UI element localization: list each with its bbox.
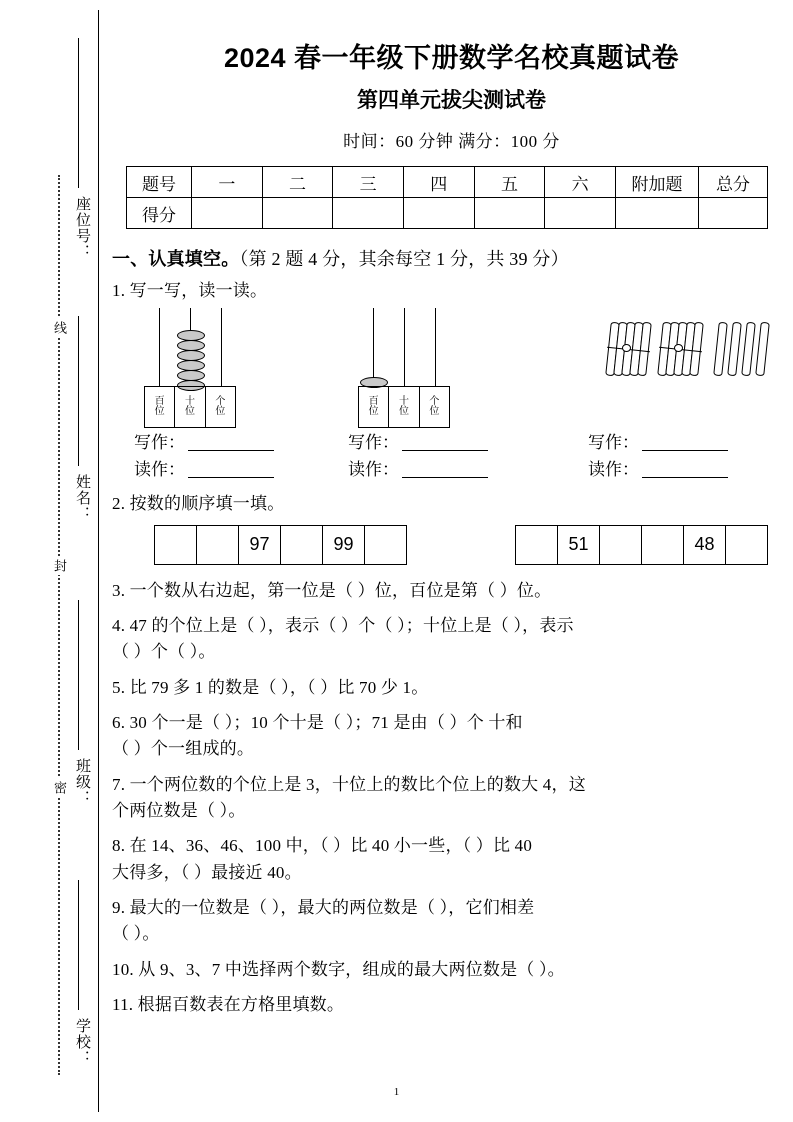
question-2-grids — [110, 525, 793, 569]
col-header-5: 五 — [474, 167, 545, 198]
abacus-rod-ones — [435, 308, 436, 386]
read-label: 读作： — [588, 460, 639, 480]
table-row-headers — [127, 167, 768, 198]
section-one-label: 一、认真填空。 — [112, 249, 240, 269]
class-rule — [78, 600, 79, 750]
question-2: 2. 按数的顺序填一填。 — [112, 494, 285, 514]
place-value-char-bottom: 位 — [215, 406, 226, 418]
score-cell-2[interactable] — [262, 198, 333, 229]
stick — [741, 322, 756, 377]
page-number: 1 — [393, 1086, 400, 1098]
write-label: 写作： — [588, 433, 639, 453]
score-cell-6[interactable] — [545, 198, 616, 229]
place-value-char-top: 个 — [429, 395, 440, 407]
col-header-1: 一 — [192, 167, 263, 198]
write-blank[interactable] — [188, 450, 274, 451]
score-cell-extra[interactable] — [616, 198, 699, 229]
read-blank[interactable] — [402, 477, 488, 478]
question-7-line-2: 个两位数是（ ）。 — [112, 801, 246, 821]
question-6-line-2: （ ）个一组成的。 — [112, 739, 255, 759]
sequence-cell[interactable]: 51 — [558, 526, 600, 564]
seal-dotted-line — [58, 175, 60, 1075]
write-answer-3 — [588, 428, 728, 453]
question-11: 11. 根据百数表在方格里填数。 — [112, 995, 345, 1015]
place-value-char-top: 十 — [184, 395, 195, 407]
sequence-cell[interactable] — [365, 526, 407, 564]
read-label: 读作： — [348, 460, 399, 480]
col-header-4: 四 — [403, 167, 474, 198]
seat-number-rule — [78, 38, 79, 188]
score-cell-1[interactable] — [192, 198, 263, 229]
col-header-extra: 附加题 — [616, 167, 699, 198]
counting-sticks-diagram — [608, 322, 768, 392]
place-value-frame — [144, 386, 236, 428]
score-cell-4[interactable] — [403, 198, 474, 229]
write-answer-2 — [348, 428, 488, 453]
read-answer-3 — [588, 455, 728, 480]
place-value-char-top: 十 — [398, 395, 409, 407]
stick — [713, 322, 728, 377]
place-value-char-bottom: 位 — [154, 406, 165, 418]
stick — [727, 322, 742, 377]
sequence-cell[interactable] — [600, 526, 642, 564]
abacus-rod-hundreds — [159, 308, 160, 386]
place-value-tens — [175, 387, 205, 427]
sequence-grid-left — [154, 525, 407, 565]
place-value-hundreds — [145, 387, 175, 427]
exam-content — [110, 0, 793, 1122]
seat-number-label: 座位号： — [74, 196, 91, 260]
exam-info: 时间：60 分钟 满分：100 分 — [343, 132, 560, 151]
sequence-cell[interactable] — [155, 526, 197, 564]
sequence-cell[interactable] — [642, 526, 684, 564]
place-value-char-top: 个 — [215, 395, 226, 407]
question-5: 5. 比 79 多 1 的数是（ ），（ ）比 70 少 1。 — [112, 677, 429, 697]
question-9-line-2: （ ）。 — [112, 924, 160, 944]
sequence-cell[interactable]: 99 — [323, 526, 365, 564]
left-margin-strip — [0, 0, 110, 1122]
question-1-figures — [110, 308, 793, 428]
sequence-cell[interactable] — [281, 526, 323, 564]
seal-char-line: 线 — [50, 318, 69, 337]
write-answer-row — [110, 428, 793, 455]
place-value-ones — [206, 387, 235, 427]
place-value-char-bottom: 位 — [398, 406, 409, 418]
page-title: 2024 春一年级下册数学名校真题试卷 — [223, 43, 680, 73]
question-4-line-2: （ ）个（ ）。 — [112, 642, 216, 662]
sequence-grid-right — [515, 525, 768, 565]
question-1: 1. 写一写，读一读。 — [112, 281, 268, 300]
col-header-total: 总分 — [699, 167, 768, 198]
sequence-cell[interactable]: 48 — [684, 526, 726, 564]
place-value-tens — [389, 387, 419, 427]
abacus-rod-tens — [404, 308, 405, 386]
place-value-char-top: 百 — [154, 395, 165, 407]
place-value-char-bottom: 位 — [184, 406, 195, 418]
class-label: 班级： — [74, 758, 91, 806]
question-10: 10. 从 9、3、7 中选择两个数字，组成的最大两位数是（ ）。 — [112, 959, 565, 979]
page-subtitle: 第四单元拔尖测试卷 — [357, 89, 546, 112]
place-value-frame — [358, 386, 450, 428]
question-4-line-1: 4. 47 的个位上是（ ），表示（ ）个（ ）；十位上是（ ），表示 — [112, 616, 574, 636]
write-blank[interactable] — [642, 450, 728, 451]
abacus-rod-hundreds — [373, 308, 374, 386]
row-label-question-number: 题号 — [127, 167, 192, 198]
score-cell-3[interactable] — [333, 198, 404, 229]
stick — [755, 322, 770, 377]
sequence-cell[interactable]: 97 — [239, 526, 281, 564]
name-label: 姓名： — [74, 474, 91, 522]
write-label: 写作： — [348, 433, 399, 453]
sequence-cell[interactable] — [197, 526, 239, 564]
place-value-ones — [420, 387, 449, 427]
sequence-cell[interactable] — [726, 526, 768, 564]
question-6-line-1: 6. 30 个一是（ ）；10 个十是（ ）；71 是由（ ）个 十和 — [112, 713, 523, 733]
place-value-char-bottom: 位 — [368, 406, 379, 418]
read-blank[interactable] — [188, 477, 274, 478]
write-blank[interactable] — [402, 450, 488, 451]
col-header-3: 三 — [333, 167, 404, 198]
col-header-2: 二 — [262, 167, 333, 198]
section-one-heading — [112, 245, 793, 271]
place-value-char-bottom: 位 — [429, 406, 440, 418]
read-answer-2 — [348, 455, 488, 480]
margin-vertical-rule — [98, 10, 99, 1112]
abacus-rod-ones — [221, 308, 222, 386]
question-8-line-2: 大得多，（ ）最接近 40。 — [112, 862, 302, 882]
read-answer-row — [110, 455, 793, 482]
section-one-points: （第 2 题 4 分，其余每空 1 分，共 39 分） — [239, 249, 569, 269]
write-label: 写作： — [134, 433, 185, 453]
sequence-cell[interactable] — [516, 526, 558, 564]
school-label: 学校： — [74, 1018, 91, 1066]
col-header-6: 六 — [545, 167, 616, 198]
name-rule — [78, 316, 79, 466]
read-label: 读作： — [134, 460, 185, 480]
school-rule — [78, 880, 79, 1010]
score-table — [126, 166, 768, 229]
seal-char-seal: 封 — [50, 556, 69, 575]
read-blank[interactable] — [642, 477, 728, 478]
row-label-score: 得分 — [127, 198, 192, 229]
question-3: 3. 一个数从右边起，第一位是（ ）位，百位是第（ ）位。 — [112, 580, 552, 600]
score-cell-5[interactable] — [474, 198, 545, 229]
score-cell-total[interactable] — [699, 198, 768, 229]
read-answer-1 — [134, 455, 274, 480]
question-7-line-1: 7. 一个两位数的个位上是 3，十位上的数比个位上的数大 4，这 — [112, 774, 586, 794]
place-value-hundreds — [359, 387, 389, 427]
table-row-scores — [127, 198, 768, 229]
write-answer-1 — [134, 428, 274, 453]
seal-char-secret: 密 — [50, 778, 69, 797]
question-8-line-1: 8. 在 14、36、46、100 中，（ ）比 40 小一些，（ ）比 40 — [112, 836, 533, 856]
place-value-char-top: 百 — [368, 395, 379, 407]
question-9-line-1: 9. 最大的一位数是（ ），最大的两位数是（ ），它们相差 — [112, 898, 535, 918]
